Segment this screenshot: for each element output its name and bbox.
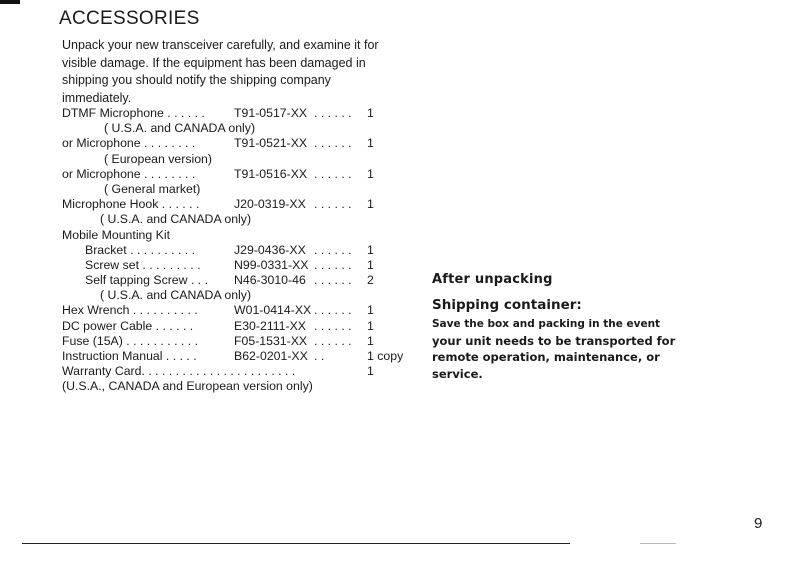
quantity: 1 <box>367 106 374 120</box>
item-name-text: Screw set <box>85 257 139 272</box>
note-text: ( European version) <box>104 151 212 166</box>
leader-dots: . . . . . . <box>314 273 352 288</box>
item-name-text: Bracket <box>85 242 127 257</box>
list-note <box>62 228 392 243</box>
leader-dots: . . . . . . . . . . <box>126 242 196 257</box>
leader-dots: . . . . . . <box>314 257 352 272</box>
leader-dots: . . . . . . <box>314 166 352 181</box>
quantity: 1 <box>367 303 374 318</box>
list-item <box>62 303 392 318</box>
shipping-line: Save the box and packing in the event <box>432 318 661 330</box>
list-item <box>62 167 392 182</box>
item-name-text: Self tapping Screw <box>85 273 188 288</box>
part-number: T91-0517-XX <box>234 106 308 120</box>
item-name-text: Hex Wrench <box>62 303 130 318</box>
item-name <box>62 167 195 182</box>
item-name-text: or Microphone <box>62 136 141 151</box>
item-name <box>85 273 208 288</box>
leader-dots: . . . . . . <box>314 318 352 333</box>
item-name-text: DTMF Microphone <box>62 106 164 120</box>
item-name <box>85 243 195 258</box>
after-unpacking-heading: After unpacking <box>432 272 553 287</box>
list-note <box>62 152 392 167</box>
list-item <box>62 273 392 288</box>
bottom-rule <box>22 543 570 544</box>
note-text: ( U.S.A. and CANADA only) <box>100 212 252 227</box>
corner-mark <box>0 0 20 4</box>
leader-dots: . . <box>314 349 325 363</box>
list-note <box>62 121 392 136</box>
item-name <box>62 334 198 349</box>
list-note <box>62 379 392 394</box>
leader-dots: . . . . . . . . . <box>139 257 201 272</box>
intro-paragraph: Unpack your new transceiver carefully, and examine it for visible damage. If the equipment has been damaged in shipping you should notify the shipping company immediately. <box>62 38 379 105</box>
leader-dots: . . . . . . . . <box>140 166 196 181</box>
quantity: 1 <box>367 364 374 379</box>
leader-dots: . . . . . . <box>152 318 194 333</box>
item-name <box>62 197 199 212</box>
note-text: Mobile Mounting Kit <box>62 227 170 242</box>
leader-dots: . . . . . . . . . . <box>129 303 198 318</box>
list-note <box>62 182 392 197</box>
quantity: 1 <box>367 197 374 212</box>
note-text: (U.S.A., CANADA and European version only) <box>62 379 313 394</box>
quantity: 1 copy <box>367 349 404 363</box>
item-name-text: Warranty Card <box>62 364 142 379</box>
item-name <box>62 319 193 334</box>
leader-dots: . . . . . . <box>158 197 200 212</box>
part-number: F05-1531-XX <box>234 333 308 348</box>
item-name <box>62 106 205 121</box>
part-number: E30-2111-XX <box>234 318 307 333</box>
part-number: N99-0331-XX <box>234 257 309 272</box>
note-text: ( U.S.A. and CANADA only) <box>104 121 256 136</box>
quantity: 1 <box>367 318 374 333</box>
leader-dots: . . . . . . . . . . . . . . . . . . . . . . . <box>141 364 296 379</box>
leader-dots: . . . . . . <box>314 303 352 318</box>
leader-dots: . . . . . . <box>163 106 205 120</box>
bottom-rule-faint <box>640 543 676 544</box>
item-name <box>62 303 198 318</box>
shipping-line: service. <box>432 366 483 381</box>
quantity: 1 <box>367 166 374 181</box>
accessories-list <box>62 106 404 395</box>
quantity: 1 <box>367 242 374 257</box>
list-note <box>62 288 392 303</box>
page-number: 9 <box>754 515 763 532</box>
list-item <box>62 319 392 334</box>
note-text: ( U.S.A. and CANADA only) <box>100 288 252 303</box>
list-item <box>62 243 392 258</box>
part-number: N46-3010-46 <box>234 273 306 288</box>
leader-dots: . . . . . . . . . . . <box>122 333 198 348</box>
item-name-text: DC power Cable <box>62 318 153 333</box>
part-number: T91-0521-XX <box>234 136 308 151</box>
list-item <box>62 106 392 121</box>
item-name-text: Microphone Hook <box>62 197 159 212</box>
part-number: W01-0414-XX <box>234 303 312 318</box>
section-heading: ACCESSORIES <box>59 8 200 29</box>
shipping-line: remote operation, maintenance, or <box>432 350 660 364</box>
shipping-container-text <box>432 315 762 382</box>
part-number: T91-0516-XX <box>234 166 308 181</box>
list-item <box>62 334 392 349</box>
item-name <box>62 364 295 379</box>
note-text: ( General market) <box>104 181 201 196</box>
leader-dots: . . . . . <box>162 349 197 363</box>
item-name-text: or Microphone <box>62 166 141 181</box>
item-name <box>85 258 201 273</box>
shipping-container-heading: Shipping container: <box>432 297 582 313</box>
list-note <box>62 212 392 227</box>
quantity: 1 <box>367 136 374 151</box>
leader-dots: . . . . . . <box>314 106 352 120</box>
quantity: 2 <box>367 273 374 288</box>
quantity: 1 <box>367 333 374 348</box>
leader-dots: . . . <box>187 273 209 288</box>
item-name <box>62 349 197 364</box>
part-number: J20-0319-XX <box>234 197 306 212</box>
part-number: J29-0436-XX <box>234 242 306 257</box>
list-item <box>62 258 392 273</box>
item-name-text: Instruction Manual <box>62 349 163 363</box>
leader-dots: . . . . . . <box>314 242 352 257</box>
part-number: B62-0201-XX <box>234 349 308 363</box>
leader-dots: . . . . . . <box>314 333 352 348</box>
leader-dots: . . . . . . <box>314 197 352 212</box>
list-item <box>62 136 392 151</box>
unpacking-section <box>432 272 762 382</box>
shipping-line: your unit needs to be transported for <box>432 333 676 348</box>
list-item <box>62 364 392 379</box>
quantity: 1 <box>367 257 374 272</box>
leader-dots: . . . . . . <box>314 136 352 151</box>
leader-dots: . . . . . . . . <box>140 136 196 151</box>
item-name <box>62 136 195 151</box>
item-name-text: Fuse (15A) <box>62 333 123 348</box>
list-item <box>62 197 392 212</box>
list-item <box>62 349 404 364</box>
